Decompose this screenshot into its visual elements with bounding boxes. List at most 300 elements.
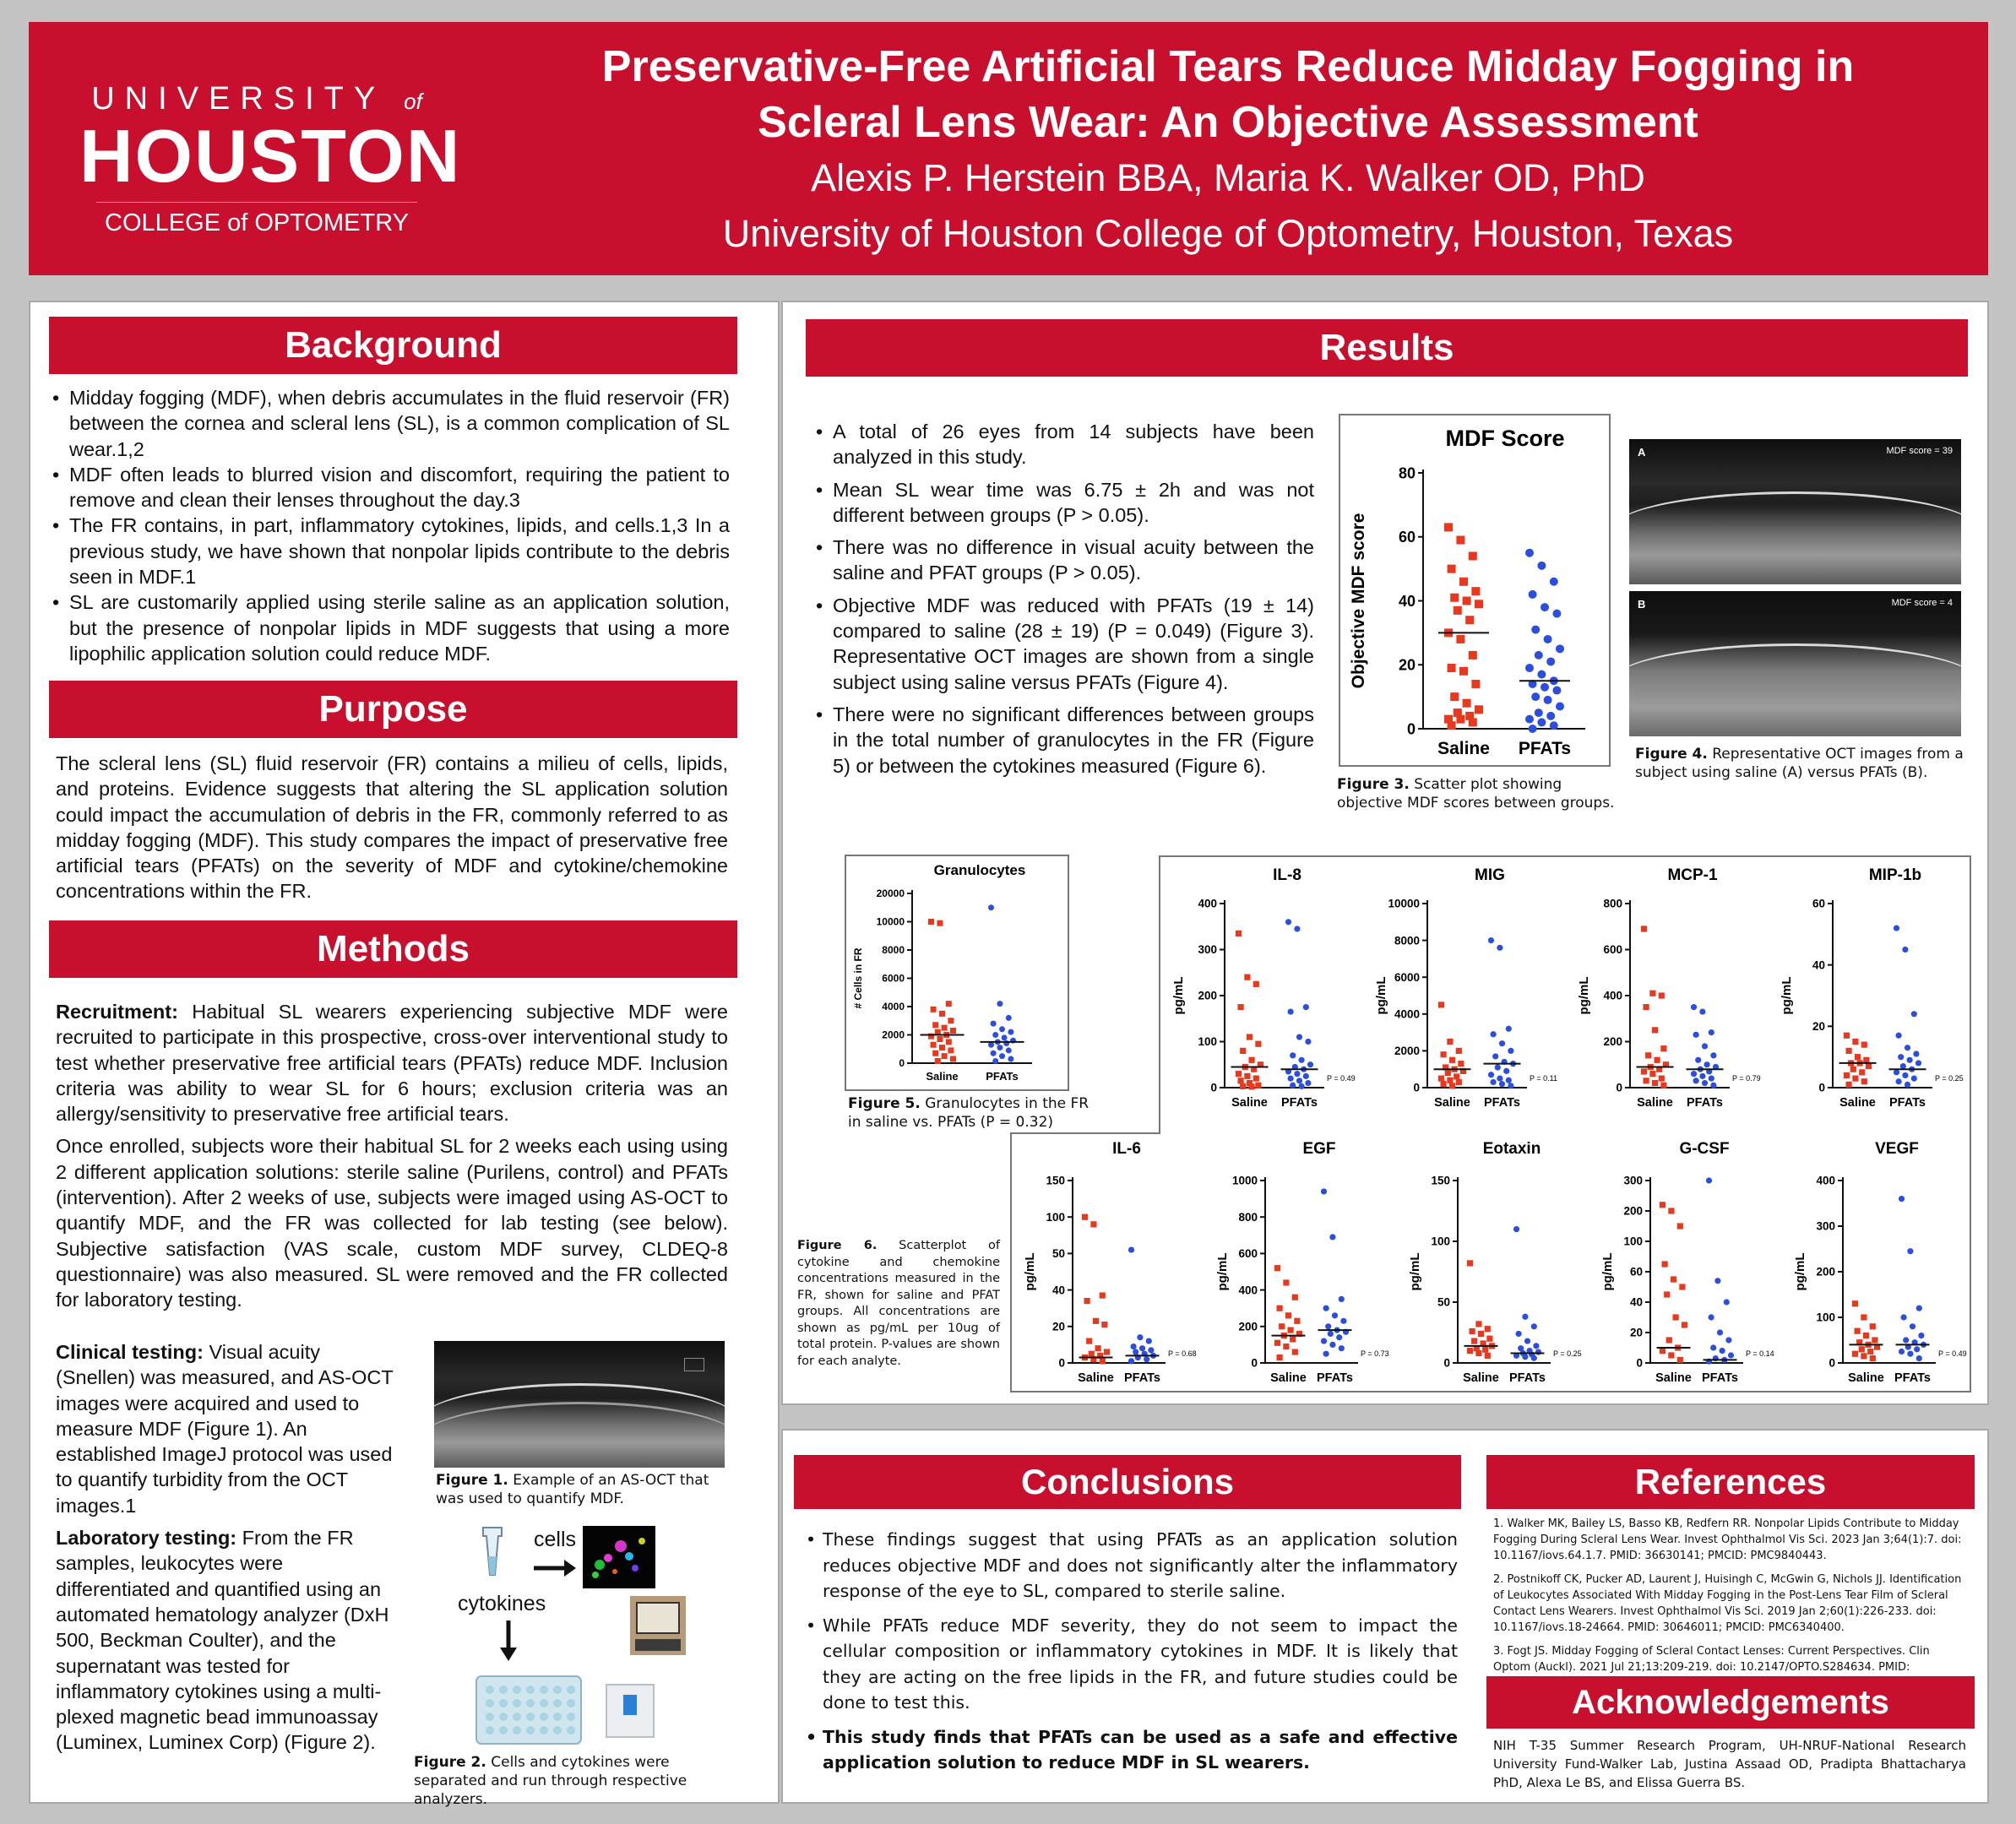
recruitment-label: Recruitment: [56, 1001, 178, 1023]
mcp-1-category-label: Saline [1637, 1096, 1673, 1110]
mip-1b-saline-point [1859, 1069, 1865, 1075]
mip-1b-saline-point [1844, 1072, 1850, 1078]
egf-saline-point [1274, 1340, 1280, 1346]
mip-1b-saline-point [1866, 1063, 1872, 1069]
poster-affiliation: University of Houston College of Optometry, Houston, Texas [722, 212, 1734, 255]
mip-1b-y-tick-label: 0 [1818, 1081, 1825, 1094]
vegf-pfats-point [1918, 1333, 1924, 1338]
results-bullet: • Mean SL wear time was 6.75 ± 2h and was not different between groups (P > 0.05). [814, 477, 1314, 529]
mdf-score-y-tick-label: 0 [1406, 720, 1416, 738]
mdf-score-saline-point [1459, 578, 1468, 586]
mig-saline-point [1445, 1070, 1451, 1076]
diagram-cytokines-label: cytokines [458, 1592, 546, 1615]
references-heading: References [1486, 1455, 1975, 1509]
g-csf-saline-point [1668, 1208, 1674, 1213]
mdf-score-pfats-point [1525, 715, 1534, 724]
mig-pfats-point [1497, 945, 1502, 951]
mdf-score-pfats-point [1537, 562, 1546, 570]
mip-1b-saline-point [1846, 1048, 1852, 1054]
lab-text: From the FR samples, leukocytes were differentiated and quantified using an automated hematology analyzer (DxH 500, Beckman Coulter), and the supernatant was tested for inflammatory cytokines using a multi-plexed magnetic bead immunoassay (Luminex, Luminex Corp) (Figure 2). [56, 1527, 389, 1754]
il-6-pfats-point [1128, 1246, 1134, 1252]
mcp-1-pfats-point [1702, 1080, 1708, 1086]
egf-pfats-point [1328, 1331, 1334, 1337]
il-8-pfats-point [1305, 1039, 1311, 1045]
g-csf-saline-point [1666, 1337, 1672, 1343]
mig-pfats-point [1497, 1076, 1502, 1082]
granulocytes-pfats-point [992, 1058, 998, 1064]
il-8-pfats-point [1294, 926, 1300, 931]
g-csf-saline-point [1677, 1357, 1683, 1363]
mig-category-label: Saline [1434, 1096, 1470, 1110]
egf-pfats-point [1323, 1351, 1329, 1357]
egf-y-tick-label: 1000 [1231, 1174, 1258, 1187]
vegf-saline-point [1855, 1328, 1861, 1334]
mdf-score-saline-point [1469, 551, 1477, 560]
mdf-score-saline-point [1456, 715, 1464, 724]
granulocytes-saline-point [935, 1058, 941, 1064]
mig-y-axis-label: pg/mL [1374, 976, 1388, 1015]
mip-1b-pfats-point [1905, 1045, 1910, 1050]
egf-pfats-point [1336, 1334, 1342, 1340]
mdf-score-pfats-point [1529, 725, 1537, 733]
mdf-score-pfats-point [1541, 683, 1549, 692]
vegf-saline-point [1852, 1351, 1858, 1357]
il-8-saline-point [1238, 1078, 1244, 1083]
mdf-score-pfats-point [1535, 651, 1543, 660]
mip-1b-chart [1772, 860, 1971, 1123]
mdf-score-saline-point [1475, 600, 1483, 608]
g-csf-y-tick-label: 100 [1623, 1235, 1643, 1248]
background-bullet: • SL are customarily applied using sterile saline as an application solution, but the presence of nonpolar lipids in MDF suggests that using a more lipophilic application solution could reduce MDF. [51, 589, 730, 666]
mcp-1-y-tick-label: 400 [1603, 989, 1622, 1002]
mcp-1-pfats-point [1693, 1032, 1699, 1038]
mcp-1-saline-point [1660, 1045, 1666, 1051]
granulocytes-pfats-point [999, 1053, 1005, 1059]
granulocytes-pfats-point [988, 904, 994, 910]
mip-1b-p-value: P = 0.25 [1935, 1074, 1964, 1083]
mdf-score-pfats-point [1552, 610, 1561, 618]
il-6-pfats-point [1146, 1338, 1152, 1344]
reference-item: 2. Postnikoff CK, Pucker AD, Laurent J, Huisingh C, McGwin G, Nichols JJ. Identification of Leukocytes Associated With Midday Fogging in the Post-Lens Tear Film of Scleral Contact Lens Wearers. Invest Ophthalmol Vis Sci. 2019 Jan 2;60(1):226-233. doi: 10.1167/iovs.18-24664. PMID: 30646011; PMCID: PMC6340400. [1493, 1573, 1962, 1634]
il-8-chart [1164, 860, 1367, 1123]
vegf-pfats-point [1916, 1355, 1922, 1361]
figure3-chart-box [1339, 414, 1611, 767]
granulocytes-y-tick-label: 20000 [876, 888, 905, 900]
egf-saline-point [1294, 1318, 1300, 1324]
lab-label: Laboratory testing: [56, 1527, 237, 1550]
mcp-1-saline-point [1645, 1052, 1651, 1058]
mig-y-tick-label: 2000 [1394, 1045, 1420, 1058]
il-6-chart [1017, 1137, 1209, 1390]
vegf-saline-point [1861, 1314, 1867, 1320]
il-8-saline-point [1247, 1034, 1253, 1040]
eotaxin-y-tick-label: 0 [1443, 1356, 1450, 1370]
eotaxin-y-tick-label: 100 [1431, 1235, 1450, 1248]
figure4-caption: Figure 4. Representative OCT images from a subject using saline (A) versus PFATs (B). [1635, 746, 1964, 781]
granulocytes-pfats-point [991, 1050, 997, 1056]
diagram-cells-label: cells [534, 1528, 577, 1551]
mdf-score-saline-point [1471, 680, 1480, 688]
g-csf-y-tick-label: 0 [1636, 1356, 1643, 1370]
mdf-score-saline-point [1475, 705, 1483, 714]
egf-saline-point [1292, 1349, 1298, 1354]
methods-text [56, 999, 728, 1320]
eotaxin-saline-point [1475, 1321, 1481, 1327]
eotaxin-category-label: PFATs [1509, 1371, 1546, 1385]
mcp-1-saline-point [1660, 1083, 1666, 1088]
mip-1b-pfats-point [1902, 1072, 1908, 1078]
mcp-1-chart-title: MCP-1 [1667, 866, 1718, 884]
granulocytes-pfats-point [1002, 1034, 1008, 1040]
background-bullet: • The FR contains, in part, inflammatory cytokines, lipids, and cells.1,3 In a previous study, we have shown that nonpolar lipids contribute to the debris seen in MDF.1 [51, 513, 730, 589]
mig-chart-title: MIG [1475, 866, 1505, 884]
vegf-category-label: Saline [1848, 1371, 1884, 1385]
mip-1b-saline-point [1855, 1054, 1861, 1060]
recruitment-text: Habitual SL wearers experiencing subjective MDF were recruited to participate in this prospective, cross-over interventional study to test whether preservative free artificial tears (PFATs) reduce MDF. Inclusion criteria was ability to wear SL for 6 hours; exclusion criteria was an allergy/sensitivity to preservative free artificial tears. [56, 1001, 728, 1126]
g-csf-pfats-point [1725, 1337, 1731, 1343]
g-csf-category-label: Saline [1655, 1371, 1692, 1385]
eotaxin-pfats-point [1522, 1314, 1528, 1320]
il-6-y-tick-label: 0 [1058, 1356, 1065, 1370]
results-heading: Results [806, 319, 1968, 377]
mdf-score-pfats-point [1546, 712, 1555, 720]
mdf-score-chart [1340, 415, 1609, 765]
granulocytes-category-label: PFATs [986, 1070, 1019, 1083]
il-8-category-label: Saline [1231, 1096, 1268, 1110]
conclusions-heading: Conclusions [794, 1455, 1461, 1509]
granulocytes-saline-point [946, 1039, 952, 1045]
mip-1b-pfats-point [1902, 947, 1908, 953]
egf-chart [1209, 1137, 1402, 1390]
egf-pfats-point [1339, 1345, 1345, 1351]
il-8-pfats-point [1285, 919, 1291, 925]
il-6-saline-point [1090, 1221, 1096, 1227]
mig-saline-point [1447, 1039, 1453, 1045]
mip-1b-saline-point [1852, 1039, 1858, 1045]
poster-title-block [502, 39, 1954, 262]
vegf-category-label: PFATs [1894, 1371, 1931, 1385]
mig-saline-point [1438, 1002, 1444, 1007]
g-csf-saline-point [1660, 1202, 1666, 1208]
il-6-saline-point [1084, 1298, 1090, 1304]
eotaxin-pfats-point [1522, 1354, 1528, 1360]
mcp-1-pfats-point [1702, 1043, 1708, 1049]
mdf-score-saline-point [1448, 664, 1456, 672]
mip-1b-chart-title: MIP-1b [1868, 866, 1922, 884]
g-csf-y-axis-label: pg/mL [1600, 1252, 1615, 1291]
il-8-pfats-point [1294, 1071, 1300, 1077]
granulocytes-saline-point [950, 1056, 956, 1061]
mcp-1-pfats-point [1695, 1057, 1701, 1063]
vegf-pfats-point [1903, 1337, 1909, 1343]
egf-saline-point [1290, 1336, 1296, 1342]
vegf-p-value: P = 0.49 [1938, 1349, 1967, 1358]
mig-pfats-point [1499, 1040, 1505, 1046]
poster-title-line1: Preservative-Free Artificial Tears Reduce Midday Fogging in [601, 42, 1855, 91]
il-8-y-axis-label: pg/mL [1171, 976, 1186, 1015]
mdf-score-pfats-point [1531, 626, 1540, 634]
g-csf-saline-point [1660, 1348, 1666, 1354]
granulocytes-saline-point [950, 1028, 956, 1034]
egf-category-label: Saline [1270, 1371, 1307, 1385]
figure6-caption: Figure 6. Scatterplot of cytokine and chemokine concentrations measured in the FR, shown for saline and PFAT groups. All concentrations are shown as pg/mL per 10ug of total protein. P-values are shown for each analyte. [797, 1239, 1000, 1368]
il-8-category-label: PFATs [1281, 1096, 1318, 1110]
mdf-score-pfats-point [1550, 578, 1558, 586]
tube-icon [483, 1528, 502, 1575]
mig-pfats-point [1508, 1083, 1513, 1088]
mdf-score-saline-point [1454, 606, 1462, 615]
mdf-score-saline-point [1471, 587, 1480, 595]
mig-saline-point [1438, 1076, 1444, 1082]
egf-pfats-point [1321, 1338, 1327, 1344]
granulocytes-category-label: Saline [926, 1070, 959, 1083]
g-csf-pfats-point [1728, 1352, 1734, 1358]
mdf-score-y-tick-label: 60 [1398, 529, 1416, 546]
university-logo [79, 81, 462, 237]
vegf-saline-point [1852, 1300, 1858, 1306]
mip-1b-pfats-point [1894, 925, 1899, 931]
il-8-chart-title: IL-8 [1273, 866, 1301, 884]
g-csf-y-tick-label: 200 [1623, 1204, 1643, 1218]
mcp-1-pfats-point [1710, 1083, 1716, 1088]
egf-pfats-point [1329, 1342, 1335, 1348]
il-8-saline-point [1240, 1083, 1246, 1089]
egf-saline-point [1288, 1327, 1294, 1333]
il-6-saline-point [1089, 1351, 1095, 1357]
mdf-score-y-tick-label: 80 [1398, 464, 1416, 482]
granulocytes-pfats-point [997, 1001, 1003, 1007]
conclusion-bullet: • This study finds that PFATs can be used as a safe and effective application solution to reduce MDF in SL wearers. [804, 1724, 1458, 1776]
mig-chart [1367, 860, 1569, 1123]
eotaxin-saline-point [1475, 1350, 1481, 1356]
mig-pfats-point [1495, 1064, 1501, 1070]
mdf-score-pfats-point [1537, 670, 1546, 679]
vegf-chart [1787, 1137, 1971, 1390]
purpose-heading: Purpose [49, 681, 737, 738]
vegf-y-tick-label: 400 [1816, 1174, 1835, 1187]
g-csf-saline-point [1677, 1223, 1683, 1229]
background-heading: Background [49, 317, 737, 374]
egf-saline-point [1277, 1306, 1283, 1311]
mcp-1-saline-point [1641, 926, 1647, 931]
il-8-saline-point [1238, 1004, 1244, 1010]
eotaxin-y-axis-label: pg/mL [1408, 1252, 1422, 1291]
mig-category-label: PFATs [1484, 1096, 1520, 1110]
acknowledgements-text: NIH T-35 Summer Research Program, UH-NRUF-National Research University Fund-Walker Lab, Justina Assaad OD, Pradipta Bhattacharya PhD, Alexa Le BS, and Elissa Guerra BS. [1493, 1738, 1966, 1790]
granulocytes-saline-point [932, 1050, 938, 1056]
egf-saline-point [1277, 1354, 1283, 1360]
figure4-oct-image-b: B MDF score = 4 [1629, 591, 1961, 736]
il-8-pfats-point [1296, 1034, 1302, 1040]
mdf-score-pfats-point [1525, 664, 1534, 672]
logo-university: UNIVERSITY [91, 81, 385, 117]
mcp-1-y-tick-label: 800 [1603, 897, 1622, 910]
egf-saline-point [1285, 1312, 1291, 1318]
mcp-1-saline-point [1659, 1076, 1665, 1082]
mip-1b-pfats-point [1896, 1033, 1902, 1039]
il-8-y-tick-label: 300 [1198, 943, 1217, 957]
granulocytes-saline-point [942, 1025, 948, 1031]
granulocytes-pfats-point [991, 1021, 997, 1027]
mcp-1-pfats-point [1691, 1071, 1697, 1077]
mip-1b-y-tick-label: 40 [1812, 958, 1825, 972]
granulocytes-y-tick-label: 4000 [882, 1001, 905, 1013]
mig-pfats-point [1491, 1079, 1497, 1085]
mcp-1-pfats-point [1710, 1052, 1716, 1058]
g-csf-saline-point [1664, 1291, 1670, 1297]
mdf-score-saline-point [1465, 616, 1474, 624]
clinical-testing-text [56, 1339, 400, 1762]
mdf-score-saline-point [1463, 699, 1471, 708]
mdf-score-pfats-point [1531, 692, 1540, 701]
mip-1b-pfats-point [1915, 1060, 1921, 1066]
il-8-saline-point [1253, 981, 1259, 987]
granulocytes-y-tick-label: 0 [899, 1057, 905, 1070]
mcp-1-saline-point [1655, 1057, 1660, 1063]
egf-saline-point [1274, 1265, 1280, 1271]
mip-1b-saline-point [1844, 1033, 1850, 1039]
flow-cytometry-icon [583, 1526, 655, 1588]
mig-saline-point [1447, 1078, 1453, 1083]
granulocytes-y-tick-label: 8000 [882, 944, 905, 957]
mdf-score-pfats-point [1544, 635, 1552, 643]
granulocytes-y-tick-label: 2000 [882, 1029, 905, 1041]
mig-saline-point [1454, 1073, 1459, 1079]
il-6-category-label: PFATs [1124, 1371, 1160, 1385]
vegf-y-tick-label: 300 [1816, 1219, 1835, 1233]
il-6-saline-point [1101, 1322, 1107, 1327]
il-6-y-axis-label: pg/mL [1023, 1252, 1037, 1291]
granulocytes-saline-point [931, 1042, 937, 1048]
well-plate-icon [476, 1676, 581, 1744]
poster-header [29, 22, 1988, 275]
g-csf-saline-point [1673, 1314, 1679, 1320]
mig-saline-point [1458, 1061, 1464, 1067]
eotaxin-chart-title: Eotaxin [1482, 1140, 1541, 1158]
g-csf-pfats-point [1724, 1299, 1730, 1305]
granulocytes-pfats-point [992, 1032, 998, 1038]
egf-y-tick-label: 600 [1238, 1247, 1258, 1261]
il-8-pfats-point [1288, 1076, 1294, 1082]
vegf-pfats-point [1907, 1351, 1913, 1357]
il-6-p-value: P = 0.68 [1168, 1349, 1197, 1358]
mip-1b-saline-point [1861, 1078, 1867, 1084]
mdf-score-saline-point [1450, 692, 1459, 701]
vegf-saline-point [1870, 1323, 1876, 1329]
mdf-score-saline-point [1469, 651, 1477, 660]
vegf-saline-point [1863, 1333, 1869, 1338]
clinical-text: Visual acuity (Snellen) was measured, and AS-OCT images were acquired and used to measure MDF (Figure 1). An established ImageJ protocol was used to quantify turbidity from the OCT images.1 [56, 1341, 394, 1517]
il-6-saline-point [1082, 1214, 1088, 1220]
il-8-pfats-point [1303, 1073, 1309, 1079]
granulocytes-saline-point [946, 1001, 952, 1007]
mip-1b-pfats-point [1911, 1076, 1917, 1082]
il-8-saline-point [1236, 931, 1242, 936]
mig-pfats-point [1506, 1026, 1512, 1032]
mdf-score-pfats-point [1552, 687, 1561, 695]
mdf-score-saline-point [1448, 565, 1456, 573]
mdf-score-pfats-point [1541, 603, 1549, 611]
mip-1b-pfats-point [1913, 1050, 1919, 1056]
il-8-saline-point [1244, 974, 1250, 980]
luminex-analyzer-icon [606, 1685, 654, 1737]
mcp-1-pfats-point [1699, 1008, 1705, 1014]
il-8-pfats-point [1288, 1008, 1294, 1014]
eotaxin-saline-point [1470, 1328, 1475, 1334]
il-6-pfats-point [1139, 1345, 1145, 1351]
mcp-1-saline-point [1652, 1080, 1658, 1086]
mip-1b-saline-point [1863, 1057, 1869, 1063]
mcp-1-pfats-point [1704, 1061, 1710, 1067]
mig-pfats-point [1488, 1072, 1494, 1078]
mcp-1-pfats-point [1709, 1076, 1714, 1082]
g-csf-saline-point [1668, 1352, 1674, 1358]
granulocytes-pfats-point [997, 1045, 1003, 1050]
vegf-saline-point [1867, 1349, 1873, 1354]
mip-1b-pfats-point [1905, 1082, 1910, 1088]
mcp-1-saline-point [1649, 991, 1655, 996]
mcp-1-pfats-point [1693, 1078, 1699, 1083]
figure2-caption: Figure 2. Cells and cytokines were separated and run through respective analyzers. [414, 1754, 687, 1808]
mig-y-tick-label: 6000 [1394, 970, 1420, 984]
mip-1b-y-tick-label: 20 [1812, 1020, 1825, 1034]
eotaxin-category-label: Saline [1463, 1371, 1499, 1385]
granulocytes-y-tick-label: 10000 [876, 915, 905, 928]
mcp-1-y-tick-label: 0 [1616, 1081, 1622, 1094]
g-csf-saline-point [1679, 1284, 1685, 1289]
eotaxin-p-value: P = 0.25 [1553, 1349, 1582, 1358]
mdf-score-pfats-point [1525, 549, 1534, 557]
mdf-score-pfats-point [1556, 702, 1564, 710]
il-6-saline-point [1095, 1345, 1101, 1351]
il-8-pfats-point [1299, 1057, 1305, 1063]
results-bullet: • A total of 26 eyes from 14 subjects have been analyzed in this study. [814, 419, 1314, 470]
vegf-pfats-point [1899, 1196, 1905, 1202]
mcp-1-saline-point [1652, 1027, 1658, 1033]
mdf-score-pfats-point [1535, 708, 1543, 717]
logo-houston: HOUSTON [79, 114, 462, 198]
vegf-y-tick-label: 0 [1829, 1356, 1835, 1370]
mdf-score-saline-point [1448, 721, 1456, 730]
results-text [814, 419, 1314, 779]
enrolled-text: Once enrolled, subjects wore their habitual SL for 2 weeks each using using 2 different application solutions: sterile saline (Purilens, control) and PFATs (intervention). After 2 weeks of use, subjects were imaged using AS-OCT to quantify MDF, and the FR was collected for lab testing (see below). Subjective satisfaction (VAS scale, custom MDF survey, CLDEQ-8 questionnaire) was also measured. SL were removed and the FR collected for laboratory testing. [56, 1135, 728, 1311]
mig-saline-point [1449, 1057, 1455, 1063]
egf-saline-point [1279, 1323, 1285, 1329]
g-csf-pfats-point [1720, 1348, 1725, 1354]
mig-pfats-point [1506, 1078, 1512, 1083]
mcp-1-saline-point [1644, 1004, 1649, 1010]
eotaxin-pfats-point [1513, 1226, 1519, 1232]
egf-pfats-point [1332, 1312, 1338, 1318]
granulocytes-saline-point [939, 1011, 945, 1017]
g-csf-y-tick-label: 20 [1629, 1326, 1643, 1339]
il-8-pfats-point [1290, 1083, 1296, 1088]
eotaxin-pfats-point [1516, 1331, 1522, 1337]
eotaxin-saline-point [1482, 1347, 1488, 1353]
vegf-pfats-point [1899, 1349, 1905, 1354]
il-8-saline-point [1236, 1071, 1242, 1077]
clinical-label: Clinical testing: [56, 1341, 204, 1363]
mig-y-tick-label: 4000 [1394, 1007, 1420, 1021]
background-text [51, 385, 730, 666]
mdf-score-pfats-point [1529, 590, 1537, 599]
il-8-pfats-point [1305, 1080, 1311, 1086]
mip-1b-pfats-point [1894, 1069, 1899, 1075]
g-csf-chart [1595, 1137, 1787, 1390]
il-8-saline-point [1240, 1048, 1246, 1054]
mcp-1-y-axis-label: pg/mL [1577, 976, 1591, 1015]
mcp-1-pfats-point [1699, 1073, 1705, 1079]
